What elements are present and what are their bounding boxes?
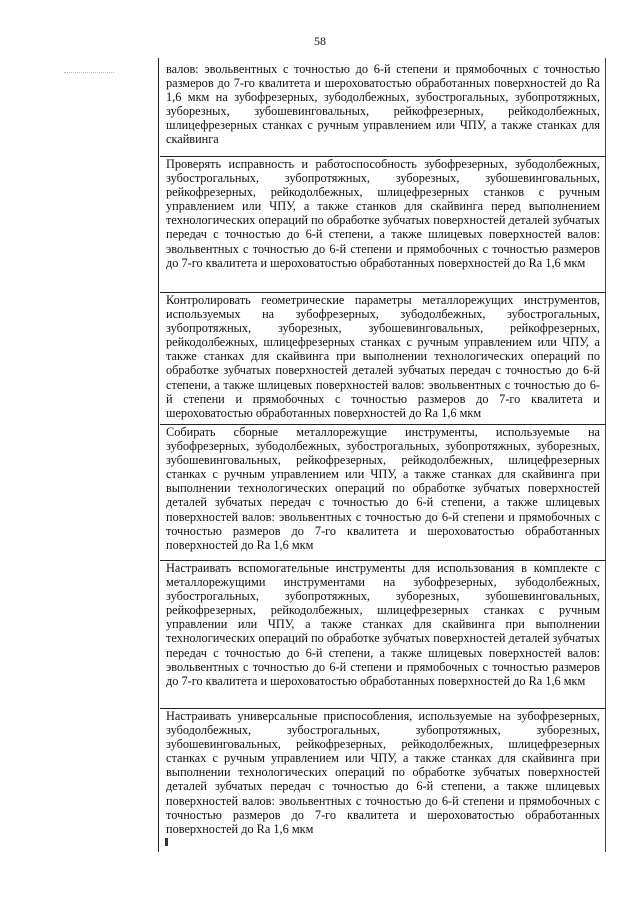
table-left-border	[158, 58, 159, 852]
table-row	[160, 62, 606, 147]
table-row	[160, 560, 606, 688]
table-row	[160, 156, 606, 270]
document-table	[160, 62, 606, 848]
margin-mark	[64, 72, 114, 74]
row-text: Настраивать универсальные приспособления, используемые на зубофрезерных, зубодолбежных, зубострогальных, зубопротяжных, зуборезных, зубошевинговальных, рейкофрезерных, рейкодолбежных, шлицефрезерных станках с ручным управлением или ЧПУ, а также станках для скайвинга при выполнении технологических операций по обработке зубчатых поверхностей деталей зубчатых передач с точностью до 6-й степени, а также шлицевых поверхностей валов: эвольвентных с точностью до 6-й степени и прямобочных с точностью размеров до 7-го квалитета и шероховатостью обработанных поверхностей до Ra 1,6 мкм	[166, 709, 600, 836]
row-text: валов: эвольвентных с точностью до 6-й степени и прямобочных с точностью размеров до 7-го квалитета и шероховатостью обработанных поверхностей до Ra 1,6 мкм на зубофрезерных, зубодолбежных, зубострогальных, зубопротяжных, зуборезных, зубошевинговальных, рейкофрезерных, рейкодолбежных, шлицефрезерных станках с ручным управлением или ЧПУ, а также станках для скайвинга	[166, 62, 600, 147]
row-text: Контролировать геометрические параметры металлорежущих инструментов, используемых на зубофрезерных, зубодолбежных, зубострогальных, зубопротяжных, зуборезных, зубошевинговальных, рейкофрезерных, рейкодолбежных, шлицефрезерных станках с ручным управлением или ЧПУ, а также станках для скайвинга при выполнении технологических операций по обработке зубчатых поверхностей деталей зубчатых передач с точностью до 6-й степени, а также шлицевых поверхностей валов: эвольвентных с точностью до 6-й степени и прямобочных с точностью размеров до 7-го квалитета и шероховатостью обработанных поверхностей до Ra 1,6 мкм	[166, 293, 600, 420]
row-text: Настраивать вспомогательные инструменты для использования в комплекте с металлорежущими инструментами на зубофрезерных, зубодолбежных, зубострогальных, зубопротяжных, зуборезных, зубошевинговальных, рейкофрезерных, рейкодолбежных, шлицефрезерных станках с ручным управлении или ЧПУ, а также станках для скайвинга при выполнении технологических операций по обработке зубчатых поверхностей деталей зубчатых передач с точностью до 6-й степени, а также шлицевых поверхностей валов: эвольвентных с точностью до 6-й степени и прямобочных с точностью размеров до 7-го квалитета и шероховатостью обработанных поверхностей до Ra 1,6 мкм	[166, 561, 601, 688]
scan-mark	[165, 838, 168, 846]
row-text: Собирать сборные металлорежущие инструменты, используемые на зубофрезерных, зубодолбежных, зубострогальных, зубопротяжных, зуборезных, зубошевинговальных, рейкофрезерных, рейкодолбежных, шлицефрезерных станках с ручным управлением или ЧПУ, а также станках для скайвинга при выполнении технологических операций по обработке зубчатых поверхностей деталей зубчатых передач с точностью до 6-й степени, а также шлицевых поверхностей валов: эвольвентных с точностью до 6-й степени и прямобочных с точностью размеров до 7-го квалитета и шероховатостью обработанных поверхностей до Ra 1,6 мкм	[166, 425, 600, 552]
table-row	[160, 424, 606, 552]
table-row	[160, 292, 606, 420]
row-text: Проверять исправность и работоспособность зубофрезерных, зубодолбежных, зубострогальных, зубопротяжных, зуборезных, зубошевинговальных, рейкофрезерных, рейкодолбежных, шлицефрезерных станков с ручным управлением или ЧПУ, а также станков для скайвинга перед выполнением технологических операций по обработке зубчатых поверхностей деталей зубчатых передач с точностью до 6-й степени, а также шлицевых поверхностей валов: эвольвентных с точностью до 6-й степени и прямобочных с точностью размеров до 7-го квалитета и шероховатостью обработанных поверхностей до Ra 1,6 мкм	[166, 157, 601, 270]
table-row	[160, 708, 606, 836]
page-number: 58	[314, 34, 326, 48]
